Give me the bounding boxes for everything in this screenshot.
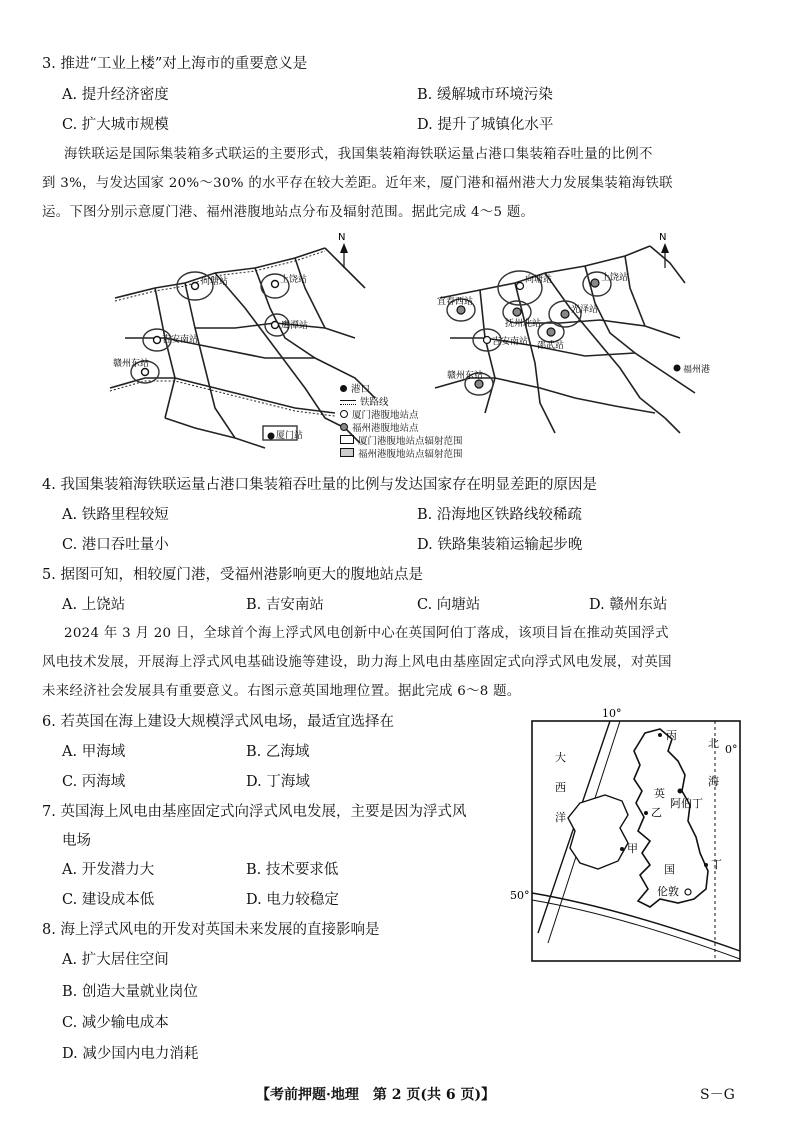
- q4-option-d: D. 铁路集装箱运输起步晚: [417, 537, 583, 553]
- q4-stem: 4. 我国集装箱海铁联运量占港口集装箱吞吐量的比例与发达国家存在明显差距的原因是: [42, 477, 597, 493]
- range-box-icon: [340, 435, 354, 444]
- q4-option-a: A. 铁路里程较短: [62, 507, 169, 523]
- range-box-icon: [340, 448, 354, 457]
- ukmap-lon10: 10°: [602, 707, 622, 720]
- q5-option-c: C. 向塘站: [417, 597, 481, 613]
- passage2-line1: 2024 年 3 月 20 日，全球首个海上浮式风电创新中心在英国阿伯丁落成，该项目旨在推动英国浮式: [64, 626, 669, 641]
- q6-option-b: B. 乙海域: [246, 744, 310, 760]
- map2-station-guangze: 光泽站: [571, 305, 599, 315]
- map1-station-shangrao: 上饶站: [280, 275, 308, 285]
- passage1-line3: 运。下图分别示意厦门港、福州港腹地站点分布及辐射范围。据此完成 4～5 题。: [42, 205, 535, 220]
- page-code: S－G: [700, 1087, 735, 1103]
- page-footer: 【考前押题·地理 第 2 页(共 6 页)】: [256, 1087, 496, 1103]
- q7-stem-line1: 7. 英国海上风电由基座固定式向浮式风电发展，主要是因为浮式风: [42, 804, 467, 820]
- q8-option-d: D. 减少国内电力消耗: [62, 1046, 199, 1062]
- q8-option-b: B. 创造大量就业岗位: [62, 984, 198, 1000]
- filled-circle-icon: [340, 423, 348, 431]
- uk-location-map: [510, 703, 750, 965]
- ukmap-atlantic-1: 大: [555, 751, 566, 764]
- q6-option-d: D. 丁海域: [246, 774, 310, 790]
- ukmap-country-1: 英: [654, 787, 665, 800]
- ukmap-atlantic-2: 西: [555, 781, 566, 794]
- fuzhou-hinterland-map: [425, 228, 725, 458]
- hollow-circle-icon: [340, 410, 348, 418]
- legend-item-railway: 铁路线: [340, 396, 463, 409]
- ukmap-country-2: 国: [664, 863, 675, 876]
- ukmap-london: 伦敦: [657, 885, 679, 898]
- ukmap-atlantic-3: 洋: [555, 811, 566, 824]
- legend-item-port: 港口: [340, 383, 463, 396]
- svg-text:N: N: [338, 232, 346, 243]
- passage1-line2: 到 3%，与发达国家 20%～30% 的水平存在较大差距。近年来，厦门港和福州港大力发展集装箱海铁联: [42, 176, 673, 191]
- q7-option-b: B. 技术要求低: [246, 862, 339, 878]
- ukmap-northsea-1: 北: [708, 737, 719, 750]
- passage2-line3: 未来经济社会发展具有重要意义。右图示意英国地理位置。据此完成 6～8 题。: [42, 684, 521, 699]
- legend-item-xiamen-station: 厦门港腹地站点: [340, 409, 463, 422]
- legend-item-xiamen-range: 厦门港腹地站点辐射范围: [340, 435, 463, 448]
- svg-text:N: N: [659, 232, 667, 243]
- ukmap-ding: 丁: [711, 858, 722, 871]
- q5-option-d: D. 赣州东站: [589, 597, 668, 613]
- north-arrow-icon: [659, 232, 669, 268]
- map1-station-ganzhoudong: 赣州东站: [113, 359, 150, 369]
- map2-station-fuzhoubei: 抚州北站: [505, 319, 542, 329]
- q7-option-c: C. 建设成本低: [62, 892, 155, 908]
- q4-option-b: B. 沿海地区铁路线较稀疏: [417, 507, 582, 523]
- map2-station-shaowu: 邵武站: [537, 341, 565, 351]
- map1-station-xiamen: 厦门站: [276, 431, 304, 441]
- q4-option-c: C. 港口吞吐量小: [62, 537, 169, 553]
- ukmap-bing: 丙: [666, 729, 677, 742]
- map2-station-ganzhoudong: 赣州东站: [447, 371, 484, 381]
- map2-port-fuzhou: 福州港: [683, 365, 711, 375]
- railway-line-icon: [340, 400, 356, 405]
- map1-station-xiangtang: 向塘站: [201, 277, 229, 287]
- ukmap-lat50: 50°: [510, 889, 530, 902]
- ukmap-northsea-2: 海: [708, 775, 719, 788]
- q5-option-a: A. 上饶站: [62, 597, 126, 613]
- q3-stem: 3. 推进“工业上楼”对上海市的重要意义是: [42, 56, 308, 72]
- map2-station-yichunxi: 宜春西站: [437, 297, 474, 307]
- ukmap-lon0: 0°: [725, 743, 738, 756]
- map2-station-shangrao: 上饶站: [601, 273, 629, 283]
- q8-stem: 8. 海上浮式风电的开发对英国未来发展的直接影响是: [42, 922, 380, 938]
- port-icon: [340, 385, 347, 392]
- legend-item-fuzhou-range: 福州港腹地站点辐射范围: [340, 448, 463, 461]
- q3-option-b: B. 缓解城市环境污染: [417, 87, 553, 103]
- map1-station-jiannan: 吉安南站: [162, 335, 199, 345]
- map2-station-xiangtang: 向塘站: [525, 275, 553, 285]
- q5-option-b: B. 吉安南站: [246, 597, 324, 613]
- ukmap-aberdeen: 阿伯丁: [670, 797, 703, 810]
- legend-item-fuzhou-station: 福州港腹地站点: [340, 422, 463, 435]
- passage1-line1: 海铁联运是国际集装箱多式联运的主要形式，我国集装箱海铁联运量占港口集装箱吞吐量的比例不: [64, 147, 653, 162]
- q3-option-a: A. 提升经济密度: [62, 87, 169, 103]
- q6-option-a: A. 甲海域: [62, 744, 126, 760]
- q6-stem: 6. 若英国在海上建设大规模浮式风电场，最适宜选择在: [42, 714, 394, 730]
- passage2-line2: 风电技术发展，开展海上浮式风电基础设施等建设，助力海上风电由基座固定式向浮式风电发展，对英国: [42, 655, 672, 670]
- map2-station-jiannan: 吉安南站: [492, 337, 529, 347]
- map-legend: [340, 383, 463, 461]
- q8-option-a: A. 扩大居住空间: [62, 952, 169, 968]
- q3-option-d: D. 提升了城镇化水平: [417, 117, 554, 133]
- q5-stem: 5. 据图可知，相较厦门港，受福州港影响更大的腹地站点是: [42, 567, 423, 583]
- q7-option-d: D. 电力较稳定: [246, 892, 339, 908]
- ukmap-yi: 乙: [651, 806, 662, 819]
- q8-option-c: C. 减少输电成本: [62, 1015, 169, 1031]
- q6-option-c: C. 丙海域: [62, 774, 126, 790]
- ukmap-jia: 甲: [627, 842, 638, 855]
- map1-station-yingtan: 鹰潭站: [281, 321, 309, 331]
- q7-option-a: A. 开发潜力大: [62, 862, 155, 878]
- q7-stem-line2: 电场: [62, 833, 91, 849]
- q3-option-c: C. 扩大城市规模: [62, 117, 169, 133]
